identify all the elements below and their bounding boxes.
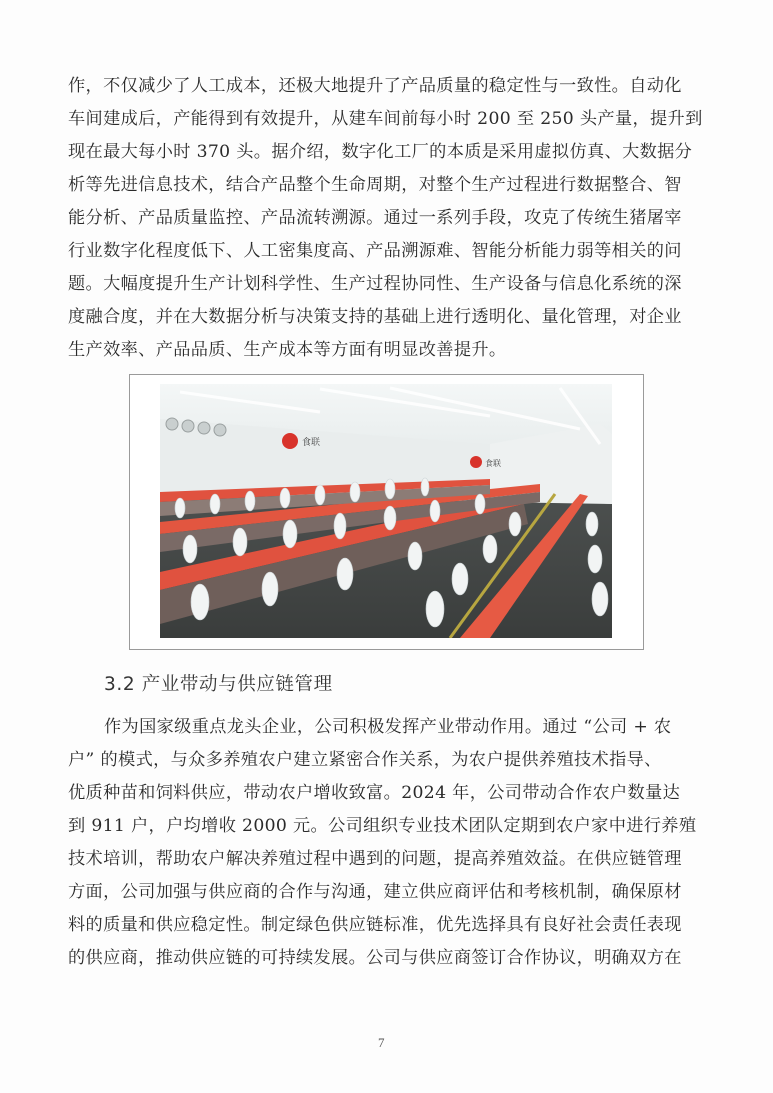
paragraph-supply-chain xyxy=(68,711,708,975)
text-line: 度融合度，并在大数据分析与决策支持的基础上进行透明化、量化管理，对企业 xyxy=(68,307,682,327)
figure-frame xyxy=(129,374,644,650)
company-logo-icon xyxy=(282,433,298,449)
text-line: 技术培训，帮助农户解决养殖过程中遇到的问题，提高养殖效益。在供应链管理 xyxy=(68,849,682,869)
text-line: 料的质量和供应稳定性。制定绿色供应链标准，优先选择具有良好社会责任表现 xyxy=(68,915,682,935)
workshop-illustration xyxy=(160,384,612,638)
text-line: 车间建成后，产能得到有效提升，从建车间前每小时 200 至 250 头产量，提升到 xyxy=(68,109,703,129)
text-line: 能分析、产品质量监控、产品流转溯源。通过一系列手段，攻克了传统生猪屠宰 xyxy=(68,208,682,228)
text-line: 优质种苗和饲料供应，带动农户增收致富。2024 年，公司带动合作农户数量达 xyxy=(68,783,681,803)
text-line: 方面，公司加强与供应商的合作与沟通，建立供应商评估和考核机制，确保原材 xyxy=(68,882,682,902)
text-line: 户” 的模式，与众多养殖农户建立紧密合作关系，为农户提供养殖技术指导、 xyxy=(68,750,662,770)
factory-photo xyxy=(160,384,612,638)
paragraph-digital-factory xyxy=(68,70,708,367)
text-line: 题。大幅度提升生产计划科学性、生产过程协同性、生产设备与信息化系统的深 xyxy=(68,274,682,294)
text-line: 行业数字化程度低下、人工密集度高、产品溯源难、智能分析能力弱等相关的问 xyxy=(68,241,682,261)
text-line: 的供应商，推动供应链的可持续发展。公司与供应商签订合作协议，明确双方在 xyxy=(68,948,682,968)
text-line: 析等先进信息技术，结合产品整个生命周期，对整个生产过程进行数据整合、智 xyxy=(68,175,682,195)
svg-text:食联: 食联 xyxy=(485,459,501,468)
page-number: 7 xyxy=(378,1035,385,1050)
svg-text:食联: 食联 xyxy=(302,438,321,448)
text-line: 到 911 户，户均增收 2000 元。公司组织专业技术团队定期到农户家中进行养殖 xyxy=(68,816,697,836)
text-line: 作为国家级重点龙头企业，公司积极发挥产业带动作用。通过 “公司 + 农 xyxy=(104,717,672,737)
text-line: 作，不仅减少了人工成本，还极大地提升了产品质量的稳定性与一致性。自动化 xyxy=(68,76,682,96)
text-line: 生产效率、产品品质、生产成本等方面有明显改善提升。 xyxy=(68,340,507,360)
text-line: 现在最大每小时 370 头。据介绍，数字化工厂的本质是采用虚拟仿真、大数据分 xyxy=(68,142,693,162)
section-heading: 3.2 产业带动与供应链管理 xyxy=(104,674,333,695)
